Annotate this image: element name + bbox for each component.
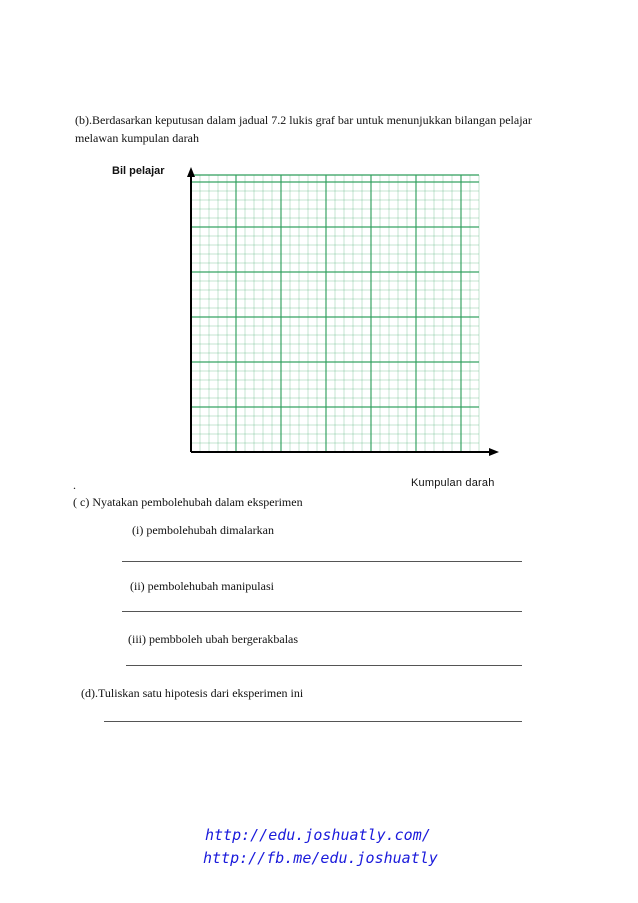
item-constant-variable: (i) pembolehubah dimalarkan bbox=[132, 523, 274, 537]
item-manipulated-variable: (ii) pembolehubah manipulasi bbox=[130, 579, 274, 593]
y-axis-label: Bil pelajar bbox=[112, 165, 165, 177]
stray-dot: . bbox=[73, 478, 76, 492]
section-b-line-2: melawan kumpulan darah bbox=[75, 131, 199, 145]
answer-line-constant[interactable] bbox=[122, 561, 522, 562]
section-b-line-1: (b).Berdasarkan keputusan dalam jadual 7.2 lukis graf bar untuk menunjukkan bilangan pelajar bbox=[75, 113, 532, 127]
answer-line-responding[interactable] bbox=[126, 665, 522, 666]
graph-paper[interactable] bbox=[183, 165, 501, 461]
footer-link-facebook[interactable]: http://fb.me/edu.joshuatly bbox=[203, 849, 438, 867]
section-c-heading: ( c) Nyatakan pembolehubah dalam eksperimen bbox=[73, 495, 303, 509]
x-axis-label: Kumpulan darah bbox=[411, 477, 495, 489]
answer-line-hypothesis[interactable] bbox=[104, 721, 522, 722]
x-axis-arrowhead bbox=[489, 448, 499, 456]
footer-link-website[interactable]: http://edu.joshuatly.com/ bbox=[205, 826, 431, 844]
fine-grid bbox=[191, 175, 479, 452]
y-axis-arrowhead bbox=[187, 167, 195, 177]
section-d-heading: (d).Tuliskan satu hipotesis dari eksperimen ini bbox=[81, 686, 304, 700]
answer-line-manipulated[interactable] bbox=[122, 611, 522, 612]
item-responding-variable: (iii) pembboleh ubah bergerakbalas bbox=[128, 632, 299, 646]
